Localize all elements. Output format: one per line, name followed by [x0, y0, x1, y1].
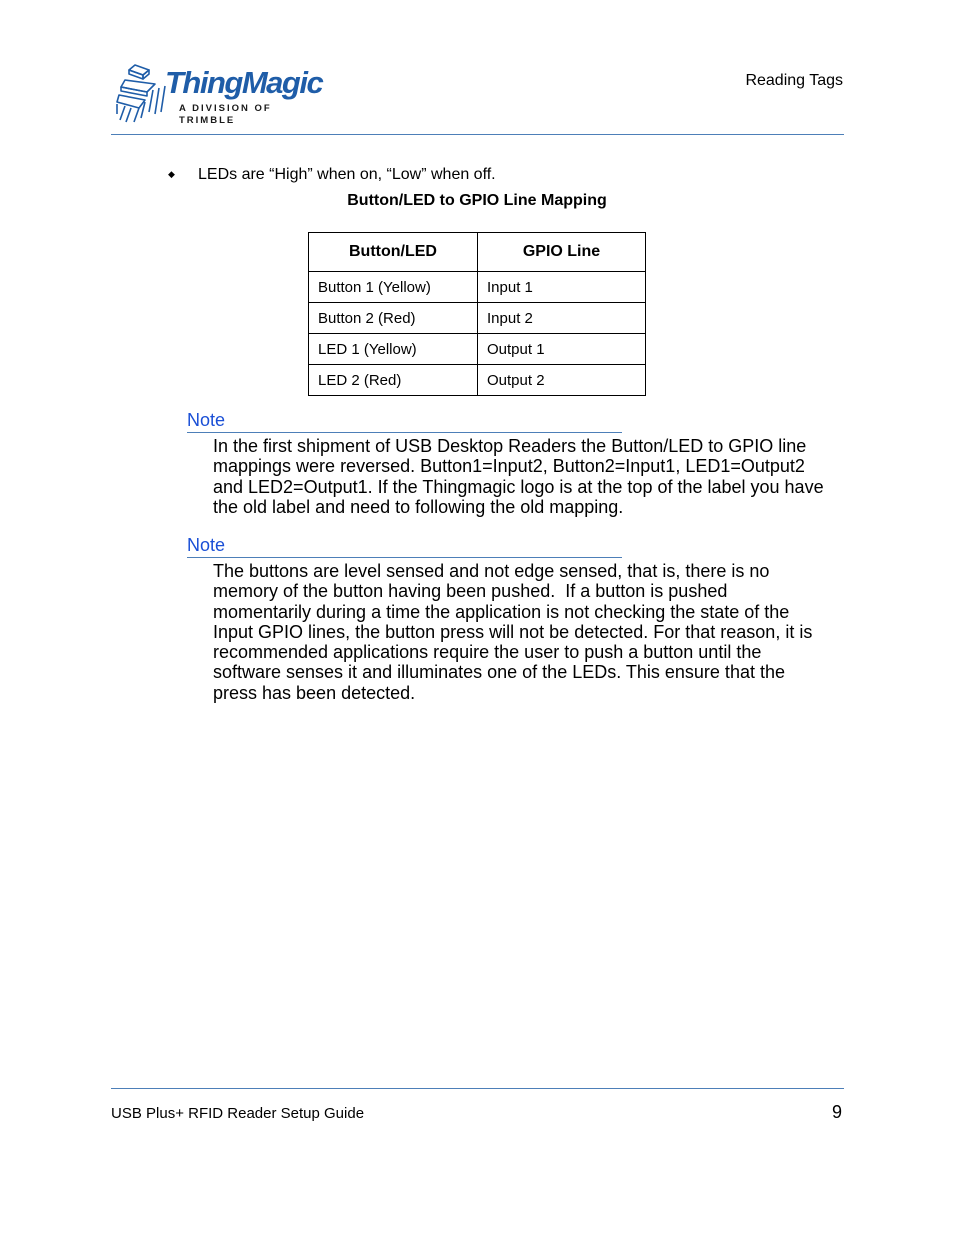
bullet-text: LEDs are “High” when on, “Low” when off. — [198, 166, 496, 183]
table-row — [309, 334, 646, 365]
note-line: recommended applications require the user to push a button until the — [213, 642, 762, 663]
table-row — [309, 272, 646, 303]
note-line: The buttons are level sensed and not edge sensed, that is, there is no — [213, 561, 770, 581]
header-rule — [111, 134, 844, 135]
note-heading: Note — [187, 535, 622, 558]
note-line: and LED2=Output1. If the Thingmagic logo is at the top of the label you have — [213, 476, 824, 497]
note-line: press has been detected. — [213, 682, 416, 703]
note-line: the old label and need to following the old mapping. — [213, 496, 624, 517]
table-cell: Input 1 — [478, 272, 646, 303]
table-cell: Output 2 — [478, 365, 646, 396]
note-line: In the first shipment of USB Desktop Readers the Button/LED to GPIO line — [213, 436, 807, 456]
table-cell: LED 1 (Yellow) — [309, 334, 478, 365]
note-line: mappings were reversed. Button1=Input2, Button2=Input1, LED1=Output2 — [213, 456, 805, 477]
cube-stack-logo-icon — [115, 62, 167, 124]
table-row — [309, 365, 646, 396]
table-cell: Output 1 — [478, 334, 646, 365]
note-line: momentarily during a time the application is not checking the state of the — [213, 601, 790, 622]
logo-tagline: A DIVISION OF TRIMBLE — [179, 103, 272, 126]
column-header-button-led: Button/LED — [309, 233, 478, 272]
footer-rule — [111, 1088, 844, 1089]
gpio-mapping-table — [308, 232, 646, 396]
column-header-gpio-line: GPIO Line — [478, 233, 646, 272]
table-cell: LED 2 (Red) — [309, 365, 478, 396]
note-line: software senses it and illuminates one of the LEDs. This ensure that the — [213, 662, 785, 683]
thingmagic-logo — [115, 62, 330, 124]
note-line: Input GPIO lines, the button press will not be detected. For that reason, it is — [213, 621, 813, 642]
bullet-item — [168, 164, 496, 185]
table-row — [309, 303, 646, 334]
diamond-bullet-icon: ◆ — [168, 169, 175, 179]
note-body — [213, 436, 843, 517]
table-cell: Button 1 (Yellow) — [309, 272, 478, 303]
table-caption: Button/LED to GPIO Line Mapping — [347, 192, 607, 209]
logo-wordmark: ThingMagic — [165, 65, 323, 100]
note-body — [213, 561, 843, 703]
page-number: 9 — [831, 1102, 842, 1122]
note-line: memory of the button having been pushed. If a button is pushed — [213, 581, 728, 602]
table-header-row — [309, 233, 646, 272]
note-heading: Note — [187, 410, 622, 433]
table-cell: Button 2 (Red) — [309, 303, 478, 334]
table-cell: Input 2 — [478, 303, 646, 334]
footer-document-title: USB Plus+ RFID Reader Setup Guide — [111, 1105, 365, 1122]
running-header-section-title: Reading Tags — [745, 72, 843, 89]
